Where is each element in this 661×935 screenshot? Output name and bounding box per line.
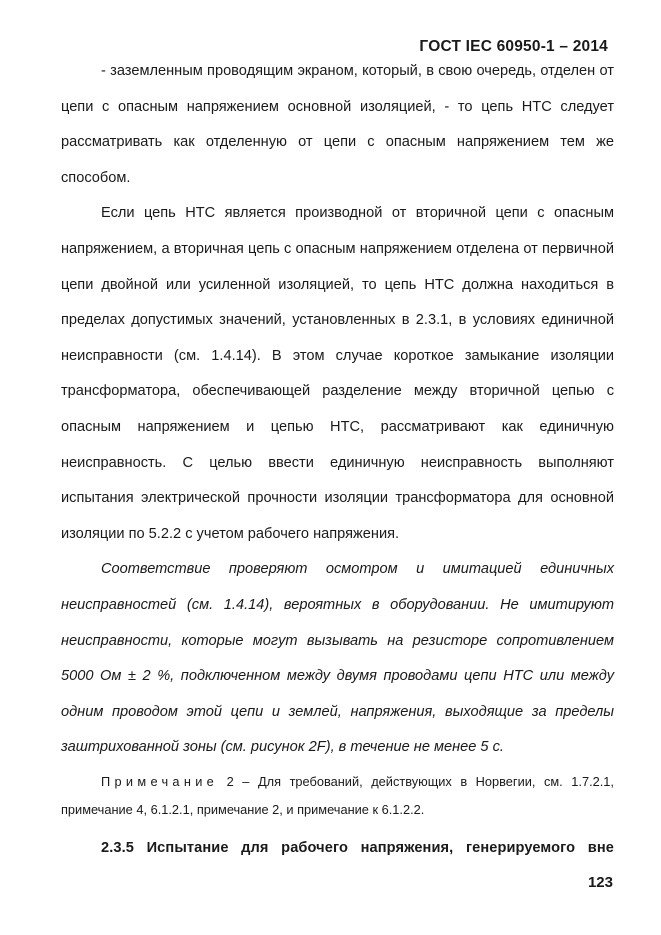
- paragraph-secondary-circuit: Если цепь НТС является производной от вторичной цепи с опасным напряжением, а вторичная цепь с опасным напряжением отделена от первичной цепи двойной или усиленной изоляцией, то цепь НТС должна находиться в пределах допустимых значений, установленных в 2.3.1, в условиях единичной неисправности (см. 1.4.14). В этом случае короткое замыкание изоляции трансформатора, обеспечивающей разделение между вторичной цепью с опасным напряжением и цепью НТС, рассматривают как единичную неисправность. С целью ввести единичную неисправность выполняют испытания электрической прочности изоляции трансформатора для основной изоляции по 5.2.2 с учетом рабочего напряжения.: [61, 205, 614, 542]
- note-text: – Для требований, действующих в Норвегии, см. 1.7.2.1, примечание 4, 6.1.2.1, примечание 2, и примечание к 6.1.2.2.: [61, 773, 614, 817]
- section-heading-2-3-5: 2.3.5 Испытание для рабочего напряжения, генерируемого вне: [101, 839, 614, 856]
- note-label: Примечание: [101, 773, 219, 789]
- paragraph-grounded-screen: - заземленным проводящим экраном, который, в свою очередь, отделен от цепи с опасным напряжением основной изоляцией, - то цепь НТС следует рассматривать как отделенную от цепи с опасным напряжением тем же способом.: [61, 63, 614, 186]
- page-number: 123: [587, 874, 613, 891]
- note-norway: [61, 768, 614, 824]
- document-body: [61, 54, 614, 866]
- paragraph-compliance-check: Соответствие проверяют осмотром и имитацией единичных неисправностей (см. 1.4.14), вероятных в оборудовании. Не имитируют неисправности, которые могут вызывать на резисторе сопротивлением 5000 Ом ± 2 %, подключенном между двумя проводами цепи НТС или между одним проводом этой цепи и землей, напряжения, выходящие за пределы заштрихованной зоны (см. рисунок 2F), в течение не менее 5 с.: [61, 561, 614, 756]
- standard-header: ГОСТ IEC 60950-1 – 2014: [419, 38, 608, 55]
- note-number: 2: [226, 773, 234, 789]
